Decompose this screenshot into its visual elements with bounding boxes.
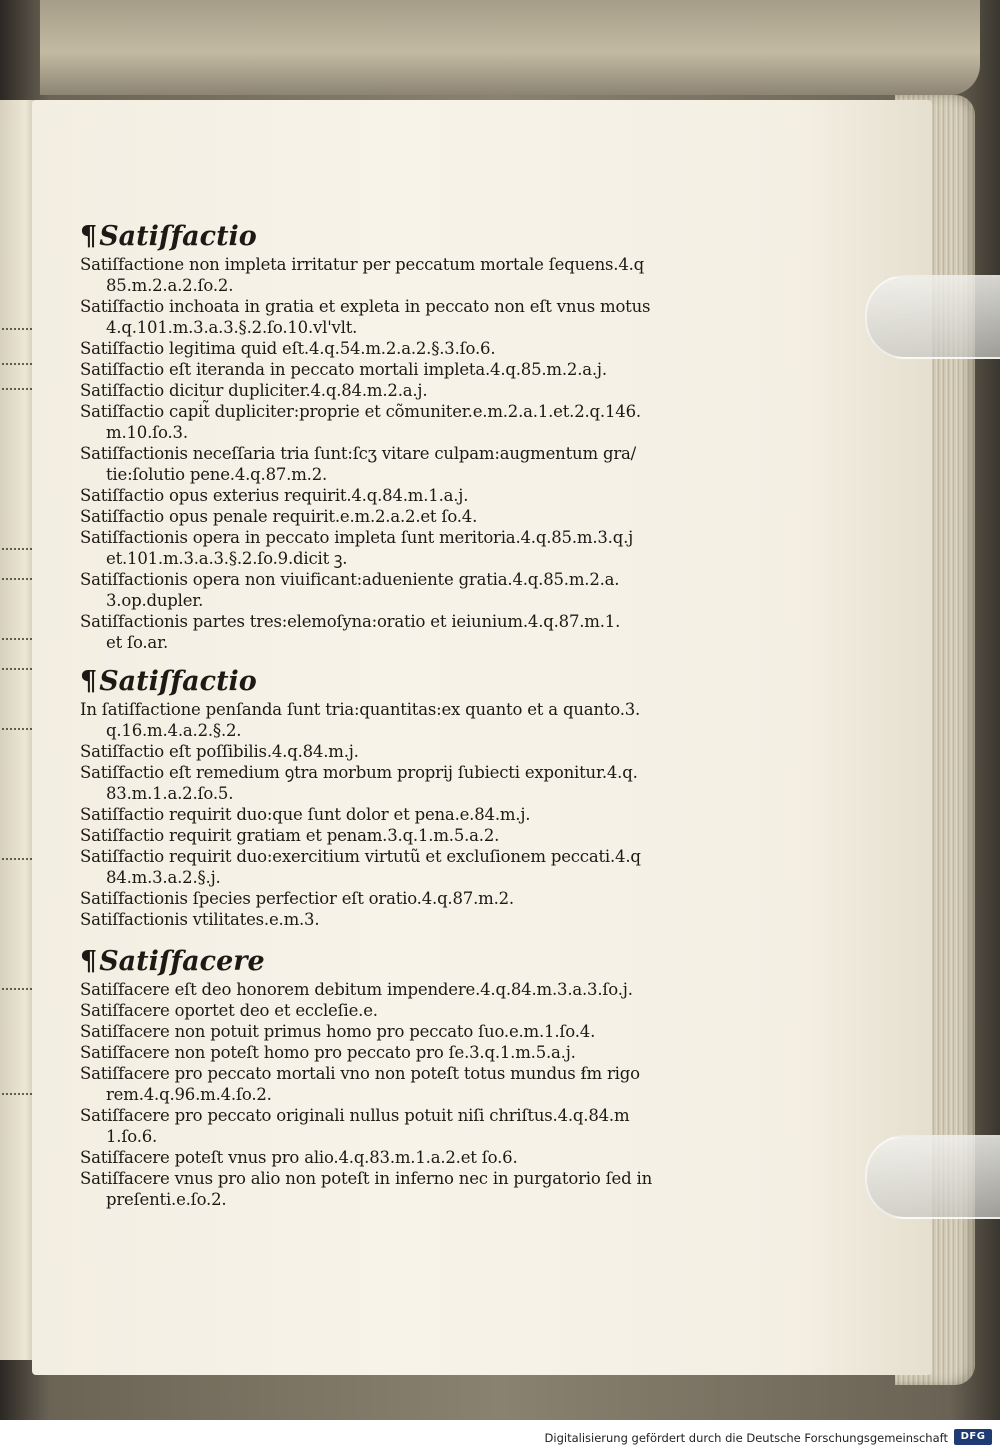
margin-note	[2, 660, 32, 670]
pilcrow-mark: ¶	[80, 221, 98, 252]
margin-note	[2, 540, 32, 550]
index-entry: Satiſfactionis opera non viuificant:adueniente gratia.4.q.85.m.2.a.	[80, 570, 620, 589]
section-heading-text: Satiſfactio	[99, 221, 257, 252]
index-entry: Satiſfactio requirit gratiam et penam.3.q.1.m.5.a.2.	[80, 826, 500, 845]
margin-note	[2, 1085, 32, 1095]
index-entry: Satiſfactionis partes tres:elemoſyna:oratio et ieiunium.4.q.87.m.1.	[80, 612, 621, 631]
index-entry: Satiſfacere eſt deo honorem debitum impendere.4.q.84.m.3.a.3.ſo.j.	[80, 980, 633, 999]
index-entry: Satiſfacere oportet deo et eccleſie.e.	[80, 1001, 378, 1020]
section-heading-text: Satiſfactio	[99, 666, 257, 697]
index-section	[80, 945, 720, 1210]
index-entry: Satiſfactio eſt iteranda in peccato mortali impleta.4.q.85.m.2.a.j.	[80, 360, 607, 379]
index-entry-continuation: 83.m.1.a.2.ſo.5.	[106, 784, 234, 803]
margin-note	[2, 380, 32, 390]
dfg-logo: DFG	[954, 1429, 992, 1445]
index-entry: Satiſfactio eſt remedium ꝯtra morbum proprij ſubiecti exponitur.4.q.	[80, 763, 638, 782]
index-entry-continuation: q.16.m.4.a.2.§.2.	[106, 721, 242, 740]
index-entry: Satiſfactionis ſpecies perfectior eſt oratio.4.q.87.m.2.	[80, 889, 514, 908]
index-section	[80, 665, 720, 930]
pilcrow-mark: ¶	[80, 946, 98, 977]
margin-note	[2, 850, 32, 860]
section-heading	[80, 665, 720, 699]
margin-note	[2, 355, 32, 365]
previous-page-edge	[0, 100, 36, 1360]
index-entry-continuation: 1.ſo.6.	[106, 1127, 158, 1146]
section-heading-text: Satiſfacere	[99, 946, 265, 977]
index-entry: Satiſfactio dicitur dupliciter.4.q.84.m.2.a.j.	[80, 381, 428, 400]
index-entry: Satiſfacere poteſt vnus pro alio.4.q.83.m.1.a.2.et ſo.6.	[80, 1148, 518, 1167]
index-entry: Satiſfactio requirit duo:que ſunt dolor et pena.e.84.m.j.	[80, 805, 531, 824]
index-entry: Satiſfactionis neceſſaria tria ſunt:ſcʒ vitare culpam:augmentum gra/	[80, 444, 636, 463]
index-entry-continuation: et ſo.ar.	[106, 633, 168, 652]
index-entry-continuation: 85.m.2.a.2.ſo.2.	[106, 276, 234, 295]
index-entry-continuation: m.10.ſo.3.	[106, 423, 188, 442]
index-entry: Satiſfacere non poteſt homo pro peccato pro ſe.3.q.1.m.5.a.j.	[80, 1043, 576, 1062]
index-entry-continuation: 4.q.101.m.3.a.3.§.2.ſo.10.vl'vlt.	[106, 318, 358, 337]
index-entry-continuation: preſenti.e.ſo.2.	[106, 1190, 227, 1209]
margin-note	[2, 630, 32, 640]
index-entry: Satiſfactione non impleta irritatur per peccatum mortale ſequens.4.q	[80, 255, 645, 274]
index-entry: Satiſfactio inchoata in gratia et expleta in peccato non eſt vnus motus	[80, 297, 651, 316]
index-entry-continuation: tie:ſolutio pene.4.q.87.m.2.	[106, 465, 328, 484]
index-entry-continuation: rem.4.q.96.m.4.ſo.2.	[106, 1085, 272, 1104]
index-entry: Satiſfacere non potuit primus homo pro peccato ſuo.e.m.1.ſo.4.	[80, 1022, 596, 1041]
section-heading	[80, 220, 720, 254]
section-heading	[80, 945, 720, 979]
index-entry: Satiſfacere pro peccato originali nullus potuit niſi chriſtus.4.q.84.m	[80, 1106, 630, 1125]
index-entry: Satiſfactio legitima quid eſt.4.q.54.m.2.a.2.§.3.ſo.6.	[80, 339, 496, 358]
index-entry: In ſatiſfactione penſanda ſunt tria:quantitas:ex quanto et a quanto.3.	[80, 700, 641, 719]
index-entry: Satiſfactionis opera in peccato impleta ſunt meritoria.4.q.85.m.3.q.j	[80, 528, 634, 547]
index-entry: Satiſfactio opus exterius requirit.4.q.84.m.1.a.j.	[80, 486, 469, 505]
footer-bar	[0, 1420, 1000, 1455]
index-entry-continuation: et.101.m.3.a.3.§.2.ſo.9.dicit ꝫ.	[106, 549, 348, 568]
margin-note	[2, 320, 32, 330]
index-entry: Satiſfactionis vtilitates.e.m.3.	[80, 910, 320, 929]
index-entry: Satiſfactio eſt poſſibilis.4.q.84.m.j.	[80, 742, 359, 761]
index-entry: Satiſfactio capit̃ dupliciter:proprie et cõmuniter.e.m.2.a.1.et.2.q.146.	[80, 402, 641, 421]
index-entry-continuation: 84.m.3.a.2.§.j.	[106, 868, 221, 887]
book-holder-clip-top	[865, 275, 1000, 359]
index-entry: Satiſfacere pro peccato mortali vno non poteſt totus mundus ẜm rigo	[80, 1064, 640, 1083]
margin-note	[2, 570, 32, 580]
index-entry: Satiſfacere vnus pro alio non poteſt in inferno nec in purgatorio ſed in	[80, 1169, 653, 1188]
index-entry: Satiſfactio requirit duo:exercitium virtutũ et excluſionem peccati.4.q	[80, 847, 641, 866]
book-holder-clip-bottom	[865, 1135, 1000, 1219]
index-section	[80, 220, 720, 653]
margin-note	[2, 720, 32, 730]
funding-notice: Digitalisierung gefördert durch die Deutsche Forschungsgemeinschaft	[544, 1431, 948, 1445]
index-entry-continuation: 3.op.dupler.	[106, 591, 204, 610]
index-entry: Satiſfactio opus penale requirit.e.m.2.a.2.et ſo.4.	[80, 507, 478, 526]
margin-note	[2, 980, 32, 990]
cover-top-edge	[40, 0, 980, 95]
pilcrow-mark: ¶	[80, 666, 98, 697]
